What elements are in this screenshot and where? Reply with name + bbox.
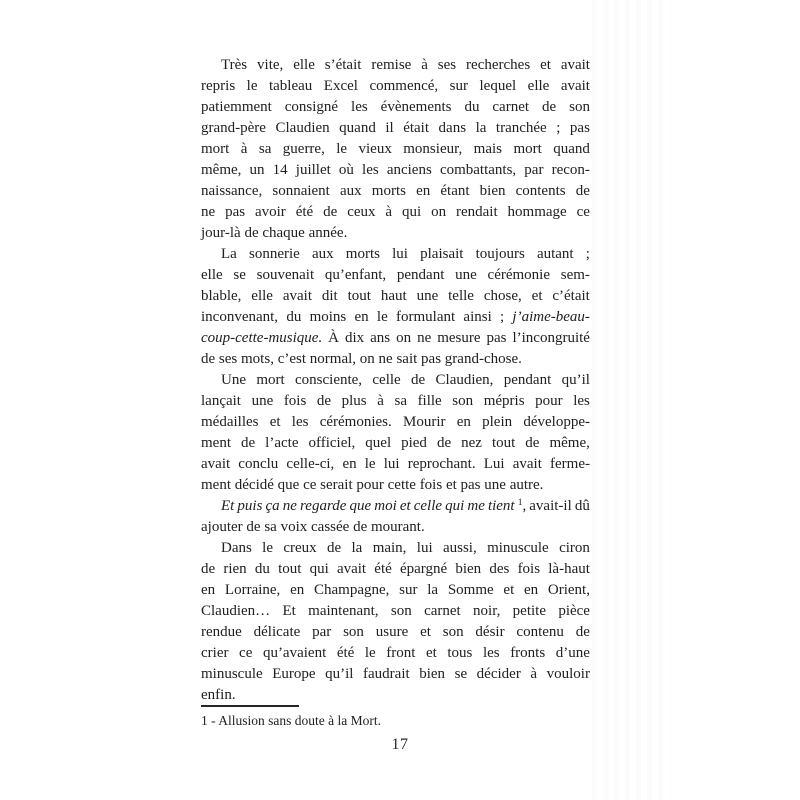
text-line: jour-là de chaque année. bbox=[201, 225, 348, 241]
text-line: rendue délicate par son usure et son désir contenu de bbox=[201, 624, 590, 640]
text-line: grand-père Claudien quand il était dans la tranchée ; pas bbox=[201, 120, 590, 136]
text-line: ajouter de sa voix cassée de mourant. bbox=[201, 519, 425, 535]
text-line: médailles et les cérémonies. Mourir en plein développe- bbox=[201, 414, 590, 430]
text-line: crier ce qu’avaient été le front et tous les fronts d’une bbox=[201, 645, 590, 661]
paragraph bbox=[201, 370, 590, 496]
page-text bbox=[201, 55, 590, 706]
footnote-text: 1 - Allusion sans doute à la Mort. bbox=[201, 713, 381, 728]
text-line: repris le tableau Excel commencé, sur lequel elle avait bbox=[201, 78, 590, 94]
text-line: inconvenant, du moins en le formulant ainsi ; j’aime-beau- bbox=[201, 309, 590, 325]
text-line: enfin. bbox=[201, 687, 236, 703]
text-line: minuscule Europe qu’il faudrait bien se décider à vouloir bbox=[201, 666, 590, 682]
paragraph bbox=[201, 244, 590, 370]
text-line: patiemment consigné les évènements du carnet de son bbox=[201, 99, 590, 115]
text-line: mort à sa guerre, le vieux monsieur, mais mort quand bbox=[201, 141, 590, 157]
text-line: naissance, sonnaient aux morts en étant bien contents de bbox=[201, 183, 590, 199]
text-line: de ses mots, c’est normal, on ne sait pas grand-chose. bbox=[201, 351, 522, 367]
text-line: lançait une fois de plus à sa fille son mépris pour les bbox=[201, 393, 590, 409]
text-line: La sonnerie aux morts lui plaisait toujours autant ; bbox=[221, 246, 590, 262]
text-line: ment décidé que ce serait pour cette fois et pas une autre. bbox=[201, 477, 544, 493]
text-line: Une mort consciente, celle de Claudien, pendant qu’il bbox=[221, 372, 590, 388]
text-line: même, un 14 juillet où les anciens combattants, par recon- bbox=[201, 162, 590, 178]
text-line: ment de l’acte officiel, quel pied de nez tout de même, bbox=[201, 435, 590, 451]
text-line: Claudien… Et maintenant, son carnet noir, petite pièce bbox=[201, 603, 590, 619]
text-line: Et puis ça ne regarde que moi et celle qui me tient $^1$, avait-il dû bbox=[221, 498, 590, 514]
text-line: Dans le creux de la main, lui aussi, minuscule ciron bbox=[221, 540, 590, 556]
text-line: elle se souvenait qu’enfant, pendant une cérémonie sem- bbox=[201, 267, 590, 283]
page-number: 17 bbox=[391, 736, 409, 753]
text-line: coup-cette-musique. À dix ans on ne mesure pas l’incongruité bbox=[201, 330, 590, 346]
text-line: avait conclu celle-ci, en le lui reprochant. Lui avait ferme- bbox=[201, 456, 590, 472]
paragraph bbox=[201, 538, 590, 706]
footnote-section bbox=[201, 705, 590, 729]
text-line: en Lorraine, en Champagne, sur la Somme et en Orient, bbox=[201, 582, 590, 598]
paragraph bbox=[201, 55, 590, 244]
paragraph bbox=[201, 496, 590, 538]
text-line: de rien du tout qui avait été épargné bien des fois là-haut bbox=[201, 561, 590, 577]
footnote-rule bbox=[201, 705, 299, 707]
text-line: Très vite, elle s’était remise à ses recherches et avait bbox=[221, 57, 590, 73]
text-line: ne pas avoir été de ceux à qui on rendait hommage ce bbox=[201, 204, 590, 220]
text-line: blable, elle avait dit tout haut une telle chose, et c’était bbox=[201, 288, 590, 304]
